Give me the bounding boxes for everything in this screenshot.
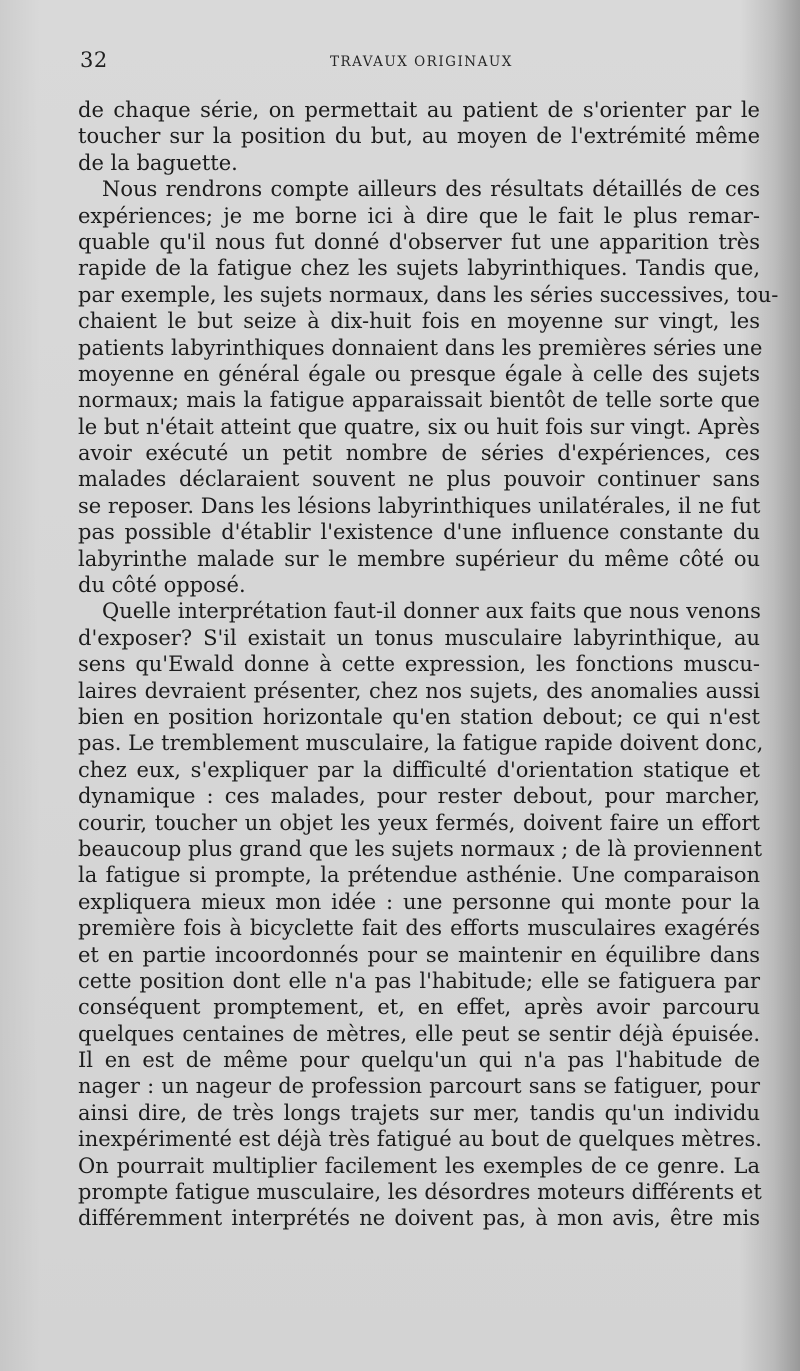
text-line: du côté opposé. <box>78 573 246 598</box>
text-line: prompte fatigue musculaire, les désordres moteurs différents et <box>78 1180 762 1205</box>
text-line: avoir exécuté un petit nombre de séries d'expériences, ces <box>78 441 760 466</box>
text-line: quable qu'il nous fut donné d'observer fut une apparition très <box>78 229 760 254</box>
text-line: labyrinthe malade sur le membre supérieur du même côté ou <box>78 546 760 571</box>
running-head: TRAVAUX ORIGINAUX <box>330 54 513 70</box>
text-line: inexpérimenté est déjà très fatigué au bout de quelques mètres. <box>78 1127 762 1152</box>
text-line: laires devraient présenter, chez nos sujets, des anomalies aussi <box>78 678 760 703</box>
text-line: chez eux, s'expliquer par la difficulté d'orientation statique et <box>78 757 760 782</box>
text-line: bien en position horizontale qu'en station debout; ce qui n'est <box>78 704 760 729</box>
text-line: expériences; je me borne ici à dire que le fait le plus remar- <box>78 203 760 228</box>
text-line: première fois à bicyclette fait des efforts musculaires exagérés <box>78 916 760 941</box>
text-line: expliquera mieux mon idée : une personne qui monte pour la <box>78 889 760 914</box>
text-line: ainsi dire, de très longs trajets sur mer, tandis qu'un individu <box>78 1100 760 1125</box>
text-line: le but n'était atteint que quatre, six ou huit fois sur vingt. Après <box>78 414 760 439</box>
text-line: toucher sur la position du but, au moyen de l'extrémité même <box>78 124 760 149</box>
text-line: patients labyrinthiques donnaient dans les premières séries une <box>78 335 763 360</box>
text-line: rapide de la fatigue chez les sujets labyrinthiques. Tandis que, <box>78 256 760 281</box>
text-line: différemment interprétés ne doivent pas, à mon avis, être mis <box>78 1206 760 1231</box>
text-line: dynamique : ces malades, pour rester debout, pour marcher, <box>78 784 760 809</box>
text-line: moyenne en général égale ou presque égale à celle des sujets <box>78 361 760 386</box>
text-line: quelques centaines de mètres, elle peut se sentir déjà épuisée. <box>78 1021 760 1046</box>
text-line: d'exposer? S'il existait un tonus musculaire labyrinthique, au <box>78 625 760 650</box>
text-line: et en partie incoordonnés pour se maintenir en équilibre dans <box>78 942 760 967</box>
text-line: la fatigue si prompte, la prétendue asthénie. Une comparaison <box>78 863 760 888</box>
text-line: malades déclaraient souvent ne plus pouvoir continuer sans <box>78 467 760 492</box>
text-line: Quelle interprétation faut-il donner aux faits que nous venons <box>102 599 761 624</box>
text-line: courir, toucher un objet les yeux fermés, doivent faire un effort <box>78 810 760 835</box>
text-line: se reposer. Dans les lésions labyrinthiques unilatérales, il ne fut <box>78 493 761 518</box>
text-line: sens qu'Ewald donne à cette expression, les fonctions muscu- <box>78 652 760 677</box>
page-number: 32 <box>80 48 108 72</box>
text-line: conséquent promptement, et, en effet, après avoir parcouru <box>78 995 760 1020</box>
text-line: par exemple, les sujets normaux, dans les séries successives, tou- <box>78 282 779 307</box>
text-line: Nous rendrons compte ailleurs des résultats détaillés de ces <box>102 177 760 202</box>
text-line: pas possible d'établir l'existence d'une influence constante du <box>78 520 760 545</box>
text-line: cette position dont elle n'a pas l'habitude; elle se fatiguera par <box>78 968 760 993</box>
text-line: nager : un nageur de profession parcourt sans se fatiguer, pour <box>78 1074 760 1099</box>
page-header <box>80 48 760 78</box>
text-line: Il en est de même pour quelqu'un qui n'a pas l'habitude de <box>78 1048 760 1073</box>
text-line: de chaque série, on permettait au patient de s'orienter par le <box>78 98 760 122</box>
text-line: de la baguette. <box>78 150 238 175</box>
text-line: pas. Le tremblement musculaire, la fatigue rapide doivent donc, <box>78 731 764 756</box>
text-line: chaient le but seize à dix-huit fois en moyenne sur vingt, les <box>78 309 760 334</box>
text-line: On pourrait multiplier facilement les exemples de ce genre. La <box>78 1153 760 1178</box>
body-text <box>78 97 779 1232</box>
text-line: beaucoup plus grand que les sujets normaux ; de là proviennent <box>78 836 763 861</box>
text-line: normaux; mais la fatigue apparaissait bientôt de telle sorte que <box>78 388 760 413</box>
